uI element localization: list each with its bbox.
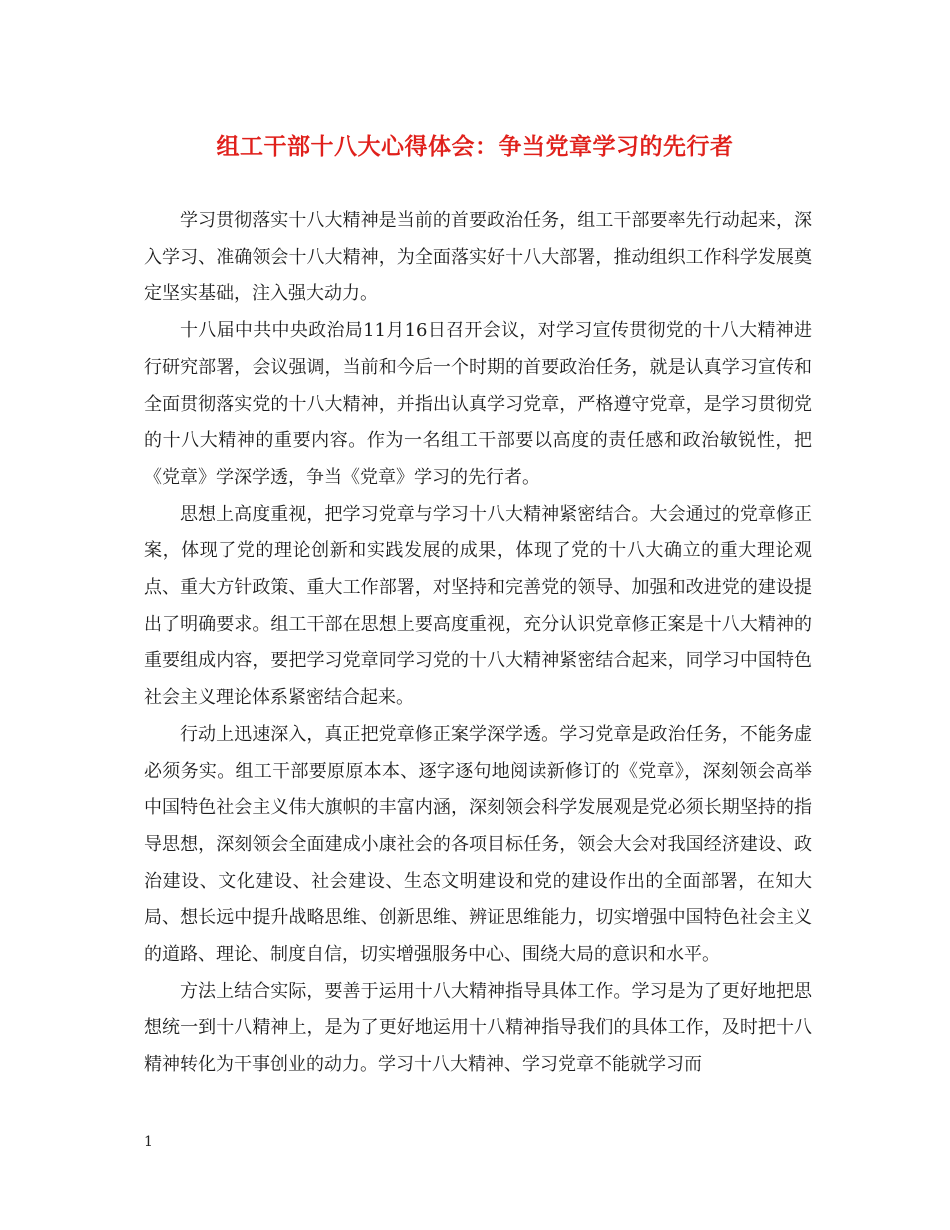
- paragraph-4: 行动上迅速深入，真正把党章修正案学深学透。学习党章是政治任务，不能务虚必须务实。组工干部要原原本本、逐字逐句地阅读新修订的《党章》，深刻领会高举中国特色社会主义伟大旗帜的丰富内涵，深刻领会科学发展观是党必须长期坚持的指导思想，深刻领会全面建成小康社会的各项目标任务，领会大会对我国经济建设、政治建设、文化建设、社会建设、生态文明建设和党的建设作出的全面部署，在知大局、想长远中提升战略思维、创新思维、辨证思维能力，切实增强中国特色社会主义的道路、理论、制度自信，切实增强服务中心、围绕大局的意识和水平。: [144, 723, 812, 966]
- page-number: 1: [144, 1134, 153, 1150]
- paragraph-3: 思想上高度重视，把学习党章与学习十八大精神紧密结合。大会通过的党章修正案，体现了党的理论创新和实践发展的成果，体现了党的十八大确立的重大理论观点、重大方针政策、重大工作部署，对坚持和完善党的领导、加强和改进党的建设提出了明确要求。组工干部在思想上要高度重视，充分认识党章修正案是十八大精神的重要组成内容，要把学习党章同学习党的十八大精神紧密结合起来，同学习中国特色社会主义理论体系紧密结合起来。: [144, 503, 812, 709]
- paragraph-1: 学习贯彻落实十八大精神是当前的首要政治任务，组工干部要率先行动起来，深入学习、准确领会十八大精神，为全面落实好十八大部署，推动组织工作科学发展奠定坚实基础，注入强大动力。: [144, 210, 812, 305]
- paragraph-5: 方法上结合实际，要善于运用十八大精神指导具体工作。学习是为了更好地把思想统一到十八精神上，是为了更好地运用十八精神指导我们的具体工作，及时把十八精神转化为干事创业的动力。学习十八大精神、学习党章不能就学习而: [144, 980, 812, 1076]
- document-body: [144, 203, 812, 1084]
- page-title: 组工干部十八大心得体会：争当党章学习的先行者: [216, 133, 734, 160]
- paragraph-2: 十八届中共中央政治局11月16日召开会议，对学习宣传贯彻党的十八大精神进行研究部署，会议强调，当前和今后一个时期的首要政治任务，就是认真学习宣传和全面贯彻落实党的十八大精神，并指出认真学习党章，严格遵守党章，是学习贯彻党的十八大精神的重要内容。作为一名组工干部要以高度的责任感和政治敏锐性，把《党章》学深学透，争当《党章》学习的先行者。: [144, 320, 812, 488]
